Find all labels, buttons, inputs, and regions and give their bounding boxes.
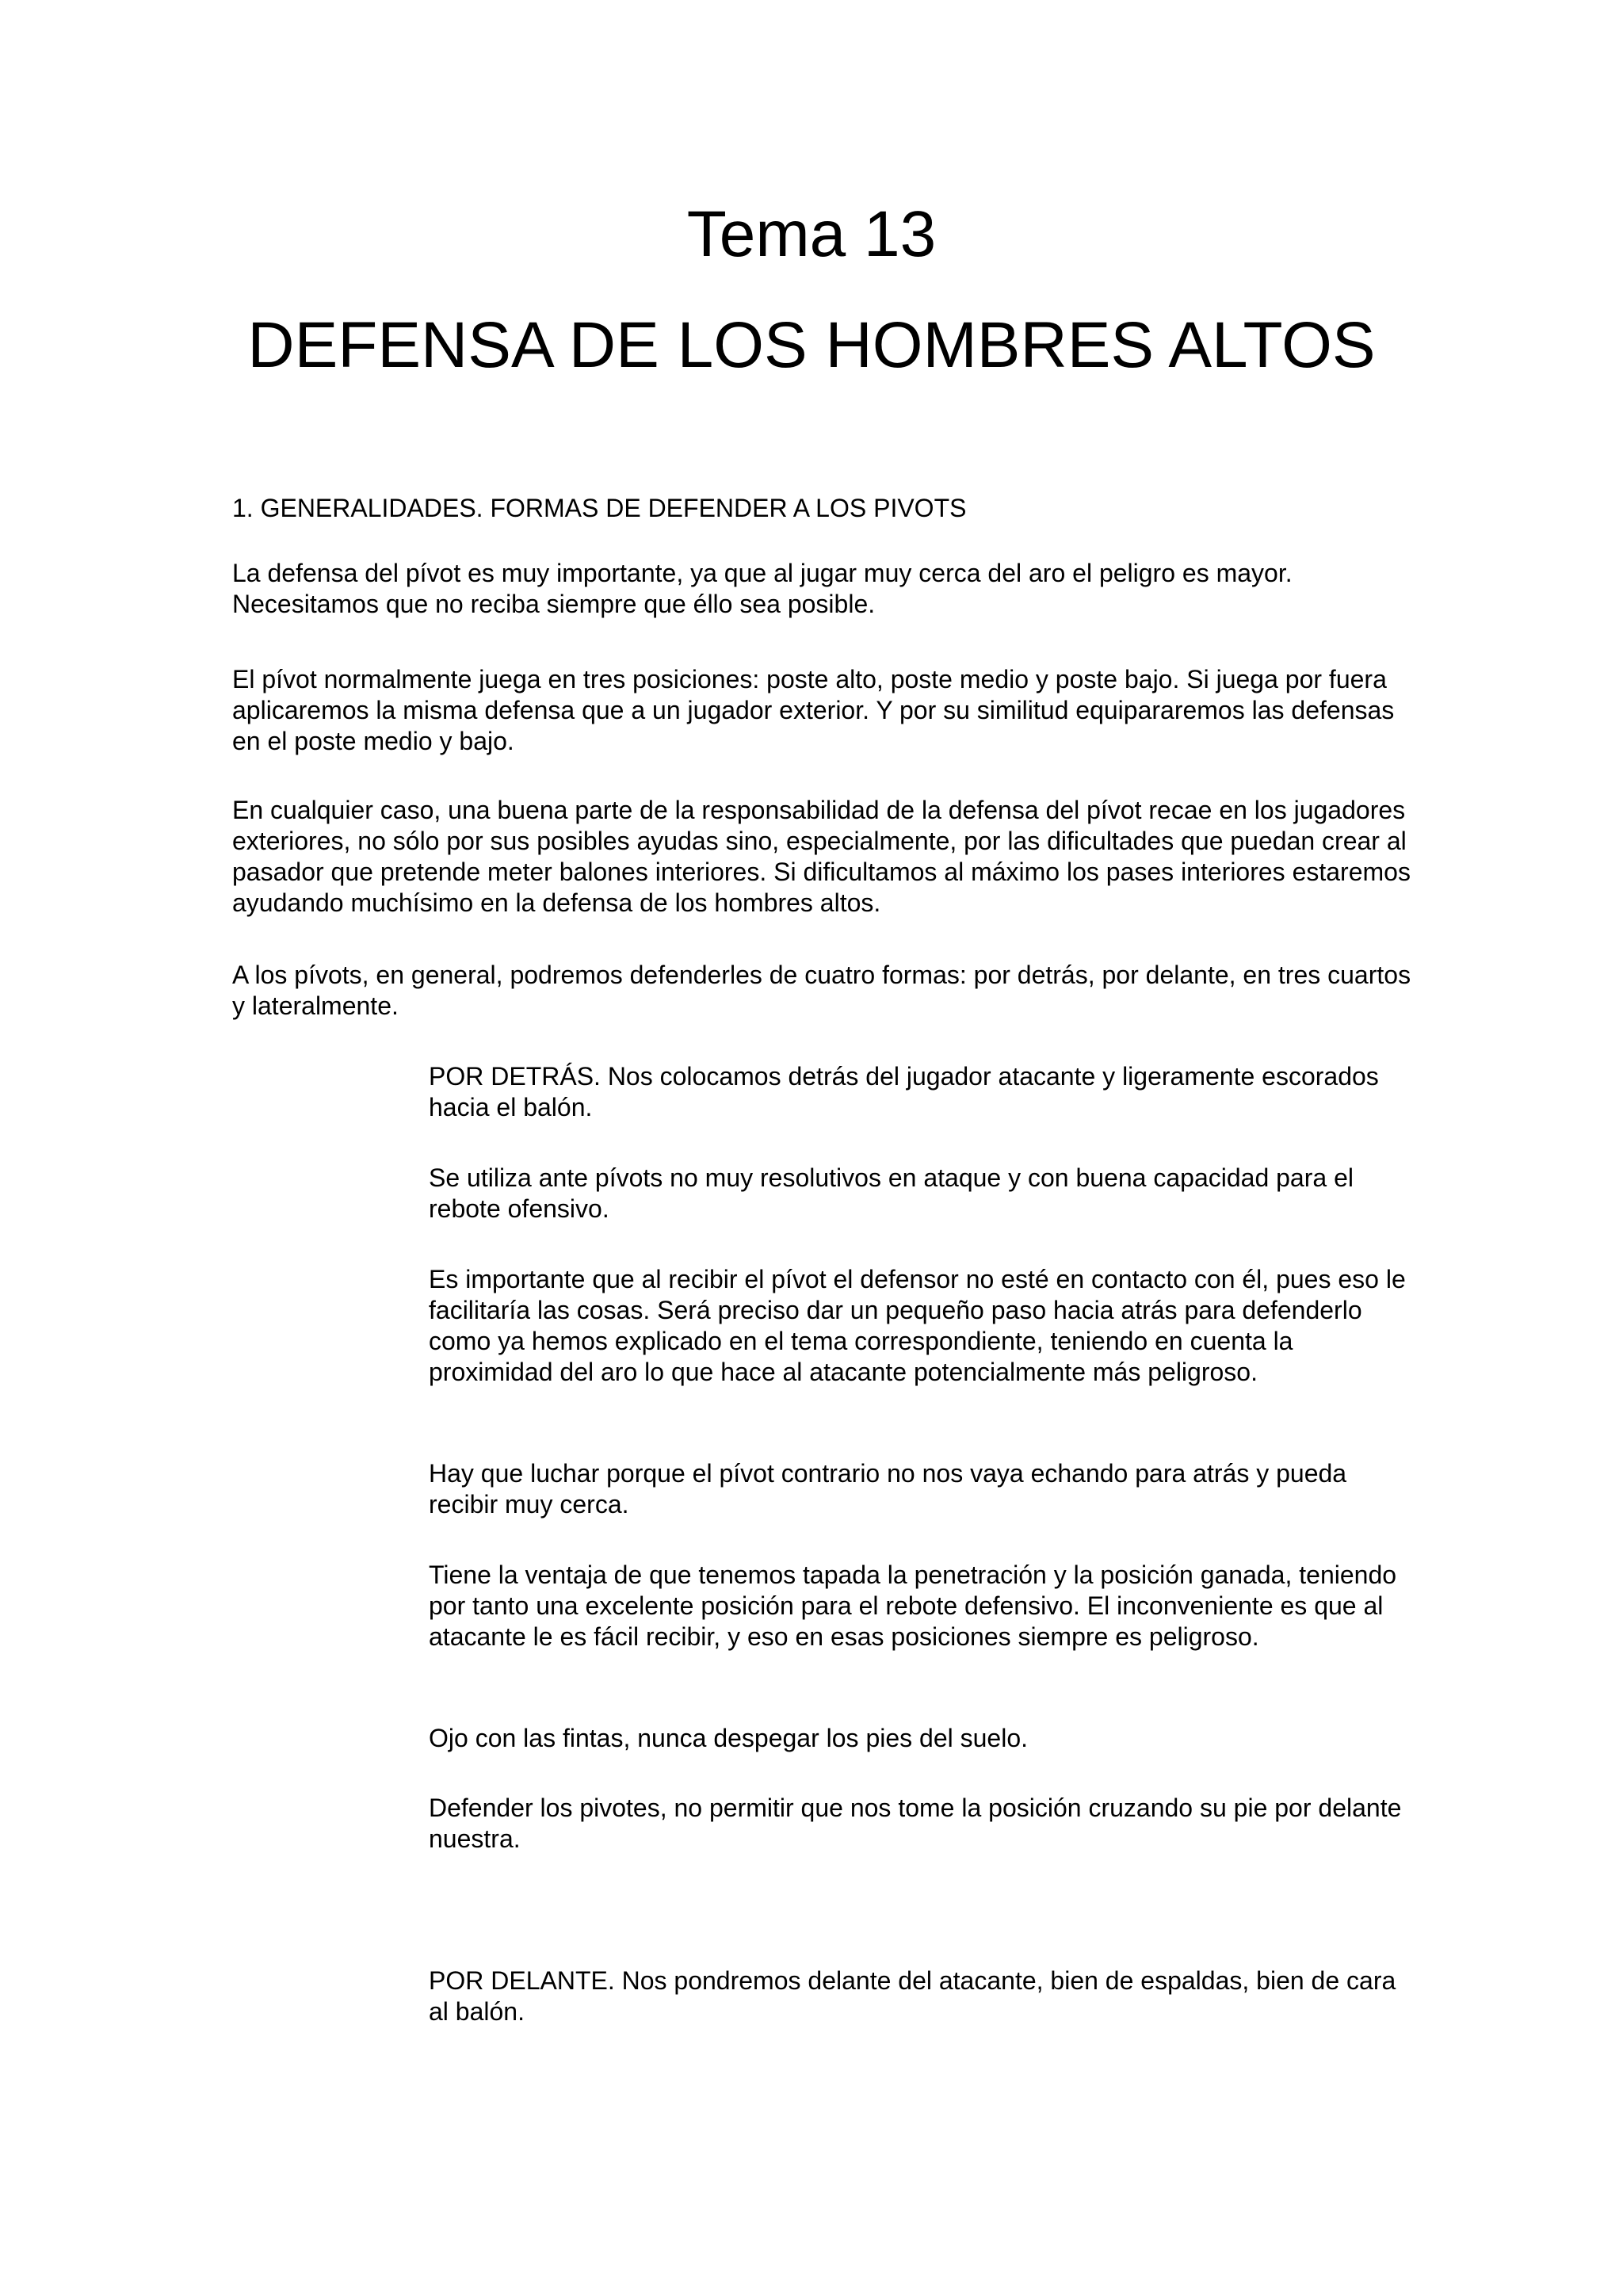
subsection-paragraph: Es importante que al recibir el pívot el defensor no esté en contacto con él, pues eso le facilitaría las cosas. Será preciso dar un pequeño paso hacia atrás para defenderlo como ya hemos explicado en el tema correspondiente, teniendo en cuenta la proximidad del aro lo que hace al atacante potencialmente más peligroso.	[429, 1265, 1406, 1386]
subsection-paragraph: Se utiliza ante pívots no muy resolutivos en ataque y con buena capacidad para el rebote ofensivo.	[429, 1163, 1354, 1223]
body-paragraph: A los pívots, en general, podremos defenderles de cuatro formas: por detrás, por delante, en tres cuartos y lateralmente.	[232, 961, 1411, 1020]
subsection-paragraph: Hay que luchar porque el pívot contrario no nos vaya echando para atrás y pueda recibir muy cerca.	[429, 1459, 1347, 1519]
subsection-paragraph: Defender los pivotes, no permitir que nos tome la posición cruzando su pie por delante nuestra.	[429, 1794, 1402, 1853]
document-subtitle: DEFENSA DE LOS HOMBRES ALTOS	[247, 309, 1376, 381]
subsection-paragraph: Tiene la ventaja de que tenemos tapada la penetración y la posición ganada, teniendo por tanto una excelente posición para el rebote defensivo. El inconveniente es que al atacante le es fácil recibir, y eso en esas posiciones siempre es peligroso.	[429, 1561, 1397, 1651]
body-paragraph: El pívot normalmente juega en tres posiciones: poste alto, poste medio y poste bajo. Si juega por fuera aplicaremos la misma defensa que a un jugador exterior. Y por su similitud equipararemos las defensas en el poste medio y bajo.	[232, 665, 1395, 755]
subsection-paragraph: POR DETRÁS. Nos colocamos detrás del jugador atacante y ligeramente escorados hacia el balón.	[429, 1062, 1379, 1121]
subsection-paragraph: Ojo con las fintas, nunca despegar los pies del suelo.	[429, 1724, 1029, 1752]
document-title: Tema 13	[686, 198, 937, 270]
section-heading: 1. GENERALIDADES. FORMAS DE DEFENDER A LOS PIVOTS	[232, 494, 967, 522]
body-paragraph: La defensa del pívot es muy importante, ya que al jugar muy cerca del aro el peligro es mayor. Necesitamos que no reciba siempre que éllo sea posible.	[232, 559, 1293, 618]
subsection-paragraph: POR DELANTE. Nos pondremos delante del atacante, bien de espaldas, bien de cara al balón.	[429, 1966, 1396, 2026]
body-paragraph: En cualquier caso, una buena parte de la responsabilidad de la defensa del pívot recae en los jugadores exteriores, no sólo por sus posibles ayudas sino, especialmente, por las dificultades que puedan crear al pasador que pretende meter balones interiores. Si dificultamos al máximo los pases interiores estaremos ayudando muchísimo en la defensa de los hombres altos.	[232, 796, 1411, 917]
